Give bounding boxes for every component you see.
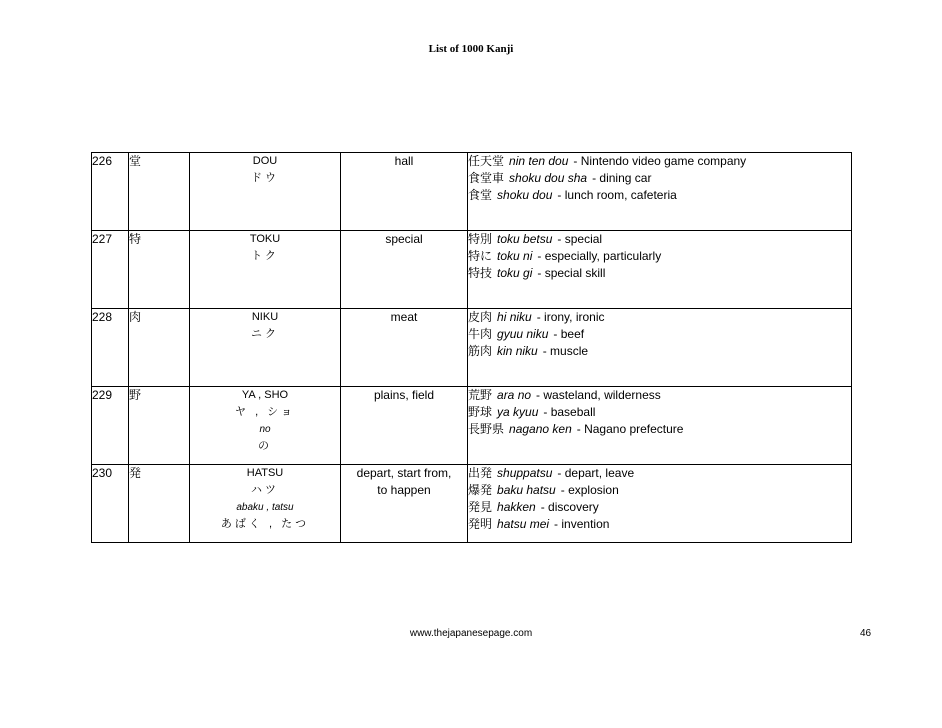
- example-gloss: - depart, leave: [557, 466, 635, 480]
- example-gloss: - explosion: [560, 483, 619, 497]
- example-line: [468, 516, 851, 533]
- reading-romaji: TOKU: [249, 233, 281, 245]
- entry-reading: [190, 231, 341, 309]
- example-line: [468, 248, 851, 265]
- example-line: [468, 309, 851, 326]
- example-romaji: shoku dou: [497, 188, 553, 202]
- entry-examples: [468, 153, 852, 231]
- kanji-table-body: [92, 153, 852, 543]
- entry-reading: [190, 465, 341, 543]
- entry-meaning: [341, 387, 468, 465]
- meaning-line: plains, field: [373, 388, 435, 402]
- example-romaji: gyuu niku: [497, 327, 549, 341]
- example-kanji: 特別: [468, 232, 493, 246]
- example-line: [468, 170, 851, 187]
- entry-number: 226: [92, 153, 129, 231]
- example-line: [468, 265, 851, 282]
- page-title: List of 1000 Kanji: [428, 43, 514, 55]
- entry-kanji: 特: [129, 231, 190, 309]
- meaning-line: meat: [390, 310, 418, 324]
- entry-number: 227: [92, 231, 129, 309]
- example-kanji: 食堂: [468, 188, 493, 202]
- entry-examples: [468, 231, 852, 309]
- reading-kana: ハツ: [251, 484, 279, 496]
- example-romaji: ara no: [497, 388, 532, 402]
- example-romaji: baku hatsu: [497, 483, 556, 497]
- example-romaji: shuppatsu: [497, 466, 553, 480]
- example-romaji: shoku dou sha: [509, 171, 588, 185]
- entry-reading: [190, 153, 341, 231]
- example-gloss: - Nagano prefecture: [576, 422, 684, 436]
- example-gloss: - especially, particularly: [537, 249, 662, 263]
- example-gloss: - wasteland, wilderness: [536, 388, 661, 402]
- example-kanji: 発明: [468, 517, 493, 531]
- example-kanji: 任天堂: [468, 154, 505, 168]
- entry-meaning: [341, 465, 468, 543]
- example-kanji: 発見: [468, 500, 493, 514]
- table-row: [92, 309, 852, 387]
- reading-kun-kana: の: [258, 440, 272, 452]
- example-kanji: 出発: [468, 466, 493, 480]
- example-romaji: nin ten dou: [509, 154, 569, 168]
- entry-number: 228: [92, 309, 129, 387]
- example-gloss: - special: [557, 232, 603, 246]
- example-line: [468, 343, 851, 360]
- example-line: [468, 326, 851, 343]
- example-line: [468, 421, 851, 438]
- entry-meaning: [341, 231, 468, 309]
- example-gloss: - special skill: [537, 266, 606, 280]
- reading-kun-romaji: no: [259, 424, 271, 435]
- example-gloss: - lunch room, cafeteria: [557, 188, 677, 202]
- meaning-line: special: [385, 232, 423, 246]
- entry-meaning: [341, 309, 468, 387]
- table-row: [92, 153, 852, 231]
- reading-kun-romaji: abaku , tatsu: [236, 502, 294, 513]
- example-kanji: 特技: [468, 266, 493, 280]
- table-row: [92, 465, 852, 543]
- example-kanji: 長野県: [468, 422, 505, 436]
- example-kanji: 食堂車: [468, 171, 505, 185]
- example-kanji: 特に: [468, 249, 493, 263]
- table-row: [92, 231, 852, 309]
- example-romaji: toku gi: [497, 266, 533, 280]
- entry-reading: [190, 387, 341, 465]
- reading-kun-kana: あばく , たつ: [220, 518, 310, 530]
- example-gloss: - baseball: [543, 405, 596, 419]
- reading-kana: ニク: [251, 328, 279, 340]
- entry-reading: [190, 309, 341, 387]
- meaning-line: to happen: [377, 483, 431, 497]
- entry-meaning: [341, 153, 468, 231]
- example-romaji: toku ni: [497, 249, 533, 263]
- entry-examples: [468, 309, 852, 387]
- entry-kanji: 野: [129, 387, 190, 465]
- reading-romaji: HATSU: [246, 467, 284, 479]
- entry-kanji: 発: [129, 465, 190, 543]
- reading-romaji: DOU: [252, 155, 278, 167]
- entry-examples: [468, 387, 852, 465]
- example-kanji: 荒野: [468, 388, 493, 402]
- meaning-line: depart, start from,: [356, 466, 452, 480]
- example-gloss: - discovery: [540, 500, 599, 514]
- reading-kana: ドウ: [251, 172, 279, 184]
- example-kanji: 皮肉: [468, 310, 493, 324]
- example-kanji: 牛肉: [468, 327, 493, 341]
- example-romaji: hakken: [497, 500, 536, 514]
- example-line: [468, 465, 851, 482]
- entry-examples: [468, 465, 852, 543]
- example-romaji: hi niku: [497, 310, 532, 324]
- example-kanji: 筋肉: [468, 344, 493, 358]
- example-kanji: 野球: [468, 405, 493, 419]
- entry-number: 230: [92, 465, 129, 543]
- kanji-table: [91, 152, 852, 543]
- footer-url[interactable]: www.thejapanesepage.com: [409, 628, 533, 639]
- example-gloss: - beef: [553, 327, 585, 341]
- example-gloss: - Nintendo video game company: [573, 154, 747, 168]
- example-romaji: toku betsu: [497, 232, 553, 246]
- example-line: [468, 187, 851, 204]
- example-gloss: - irony, ironic: [536, 310, 605, 324]
- table-row: [92, 387, 852, 465]
- example-line: [468, 404, 851, 421]
- entry-kanji: 堂: [129, 153, 190, 231]
- example-line: [468, 387, 851, 404]
- entry-number: 229: [92, 387, 129, 465]
- example-romaji: kin niku: [497, 344, 538, 358]
- reading-romaji: YA , SHO: [241, 389, 289, 401]
- example-line: [468, 153, 851, 170]
- example-line: [468, 499, 851, 516]
- example-romaji: nagano ken: [509, 422, 572, 436]
- example-gloss: - invention: [554, 517, 610, 531]
- example-line: [468, 231, 851, 248]
- example-romaji: hatsu mei: [497, 517, 550, 531]
- reading-romaji: NIKU: [251, 311, 279, 323]
- page-number: 46: [860, 628, 872, 639]
- reading-kana: トク: [251, 250, 279, 262]
- example-kanji: 爆発: [468, 483, 493, 497]
- example-romaji: ya kyuu: [497, 405, 539, 419]
- example-gloss: - muscle: [542, 344, 589, 358]
- entry-kanji: 肉: [129, 309, 190, 387]
- reading-kana: ヤ , ショ: [235, 406, 295, 418]
- example-gloss: - dining car: [592, 171, 652, 185]
- example-line: [468, 482, 851, 499]
- meaning-line: hall: [394, 154, 414, 168]
